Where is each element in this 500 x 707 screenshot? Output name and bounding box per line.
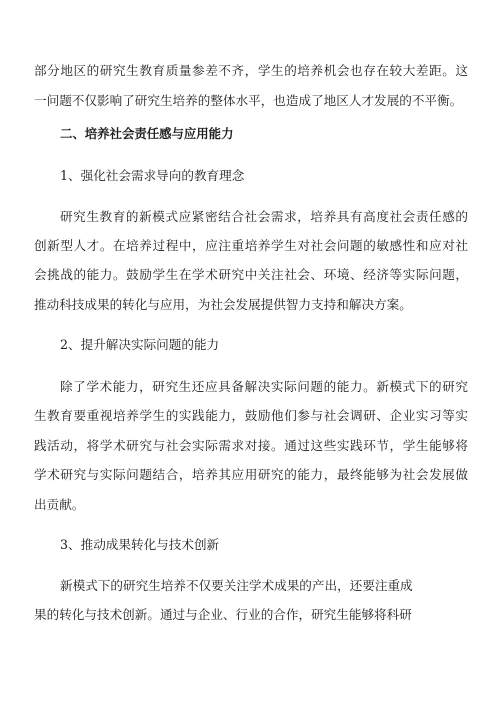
paragraph-line: 学术研究与实际问题结合，培养其应用研究的能力，最终能够为社会发展做 bbox=[34, 467, 468, 482]
paragraph-line: 会挑战的能力。鼓励学生在学术研究中关注社会、环境、经济等实际问题， bbox=[34, 267, 468, 282]
paragraph-line: 一问题不仅影响了研究生培养的整体水平，也造成了地区人才发展的不平衡。 bbox=[34, 93, 463, 108]
paragraph-line: 新模式下的研究生培养不仅要关注学术成果的产出，还要注重成 bbox=[60, 578, 413, 593]
subsection-heading: 3、推动成果转化与技术创新 bbox=[60, 537, 220, 552]
paragraph-line: 创新型人才。在培养过程中，应注重培养学生对社会问题的敏感性和应对社 bbox=[34, 238, 468, 253]
paragraph-line: 推动科技成果的转化与应用，为社会发展提供智力支持和解决方案。 bbox=[34, 297, 412, 312]
paragraph-line: 践活动，将学术研究与社会实际需求对接。通过这些实践环节，学生能够将 bbox=[34, 438, 468, 453]
paragraph-line: 果的转化与技术创新。通过与企业、行业的合作，研究生能够将科研 bbox=[34, 607, 412, 622]
paragraph-line: 出贡献。 bbox=[34, 497, 85, 512]
paragraph-line: 除了学术能力，研究生还应具备解决实际问题的能力。新模式下的研究 bbox=[60, 379, 468, 394]
subsection-heading: 1、强化社会需求导向的教育理念 bbox=[60, 168, 245, 183]
section-heading: 二、培养社会责任感与应用能力 bbox=[60, 126, 234, 141]
paragraph-line: 研究生教育的新模式应紧密结合社会需求，培养具有高度社会责任感的 bbox=[60, 209, 468, 224]
paragraph-line: 生教育要重视培养学生的实践能力，鼓励他们参与社会调研、企业实习等实 bbox=[34, 408, 468, 423]
paragraph-line: 部分地区的研究生教育质量参差不齐，学生的培养机会也存在较大差距。这 bbox=[34, 63, 468, 78]
subsection-heading: 2、提升解决实际问题的能力 bbox=[60, 337, 220, 352]
